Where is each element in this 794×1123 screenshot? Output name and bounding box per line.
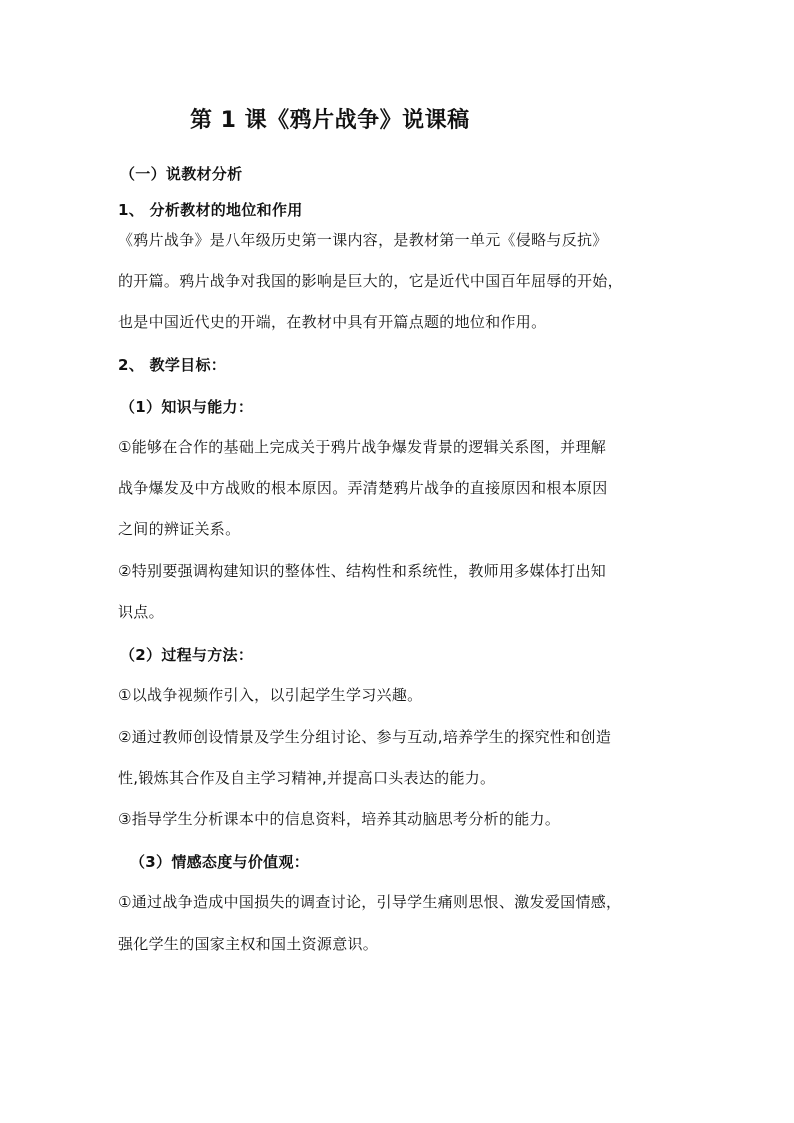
paragraph-line: 战争爆发及中方战败的根本原因。弄清楚鸦片战争的直接原因和根本原因 [118,479,608,497]
paragraph-line: 的开篇。鸦片战争对我国的影响是巨大的，它是近代中国百年屈辱的开始， [118,272,623,290]
paragraph-line: 识点。 [118,603,164,621]
paragraph-line: 《鸦片战争》是八年级历史第一课内容，是教材第一单元《侵略与反抗》 [118,231,608,249]
subheading-teaching-goals: 2、 教学目标： [118,356,227,374]
goal-heading-knowledge-ability: （1）知识与能力： [120,398,254,416]
paragraph-line: ①以战争视频作引入，以引起学生学习兴趣。 [118,686,423,704]
paragraph-line: 之间的辨证关系。 [118,520,241,538]
section-heading-textbook-analysis: （一）说教材分析 [120,165,243,183]
goal-heading-emotion-values: （3）情感态度与价值观： [130,853,310,871]
subheading-status-role: 1、 分析教材的地位和作用 [118,201,303,219]
paragraph-line: ③指导学生分析课本中的信息资料，培养其动脑思考分析的能力。 [118,810,561,828]
paragraph-line: ②特别要强调构建知识的整体性、结构性和系统性，教师用多媒体打出知 [118,562,607,580]
paragraph-line: ①通过战争造成中国损失的调查讨论，引导学生痛则思恨、激发爱国情感， [118,893,622,911]
paragraph-line: 也是中国近代史的开端，在教材中具有开篇点题的地位和作用。 [118,313,547,331]
paragraph-line: ①能够在合作的基础上完成关于鸦片战争爆发背景的逻辑关系图，并理解 [118,438,607,456]
goal-heading-process-method: （2）过程与方法： [120,646,254,664]
paragraph-line: 强化学生的国家主权和国土资源意识。 [118,935,379,953]
paragraph-line: ②通过教师创设情景及学生分组讨论、参与互动,培养学生的探究性和创造 [118,728,612,746]
page-title: 第 1 课《鸦片战争》说课稿 [190,108,470,133]
paragraph-line: 性,锻炼其合作及自主学习精神,并提高口头表达的能力。 [118,769,496,787]
